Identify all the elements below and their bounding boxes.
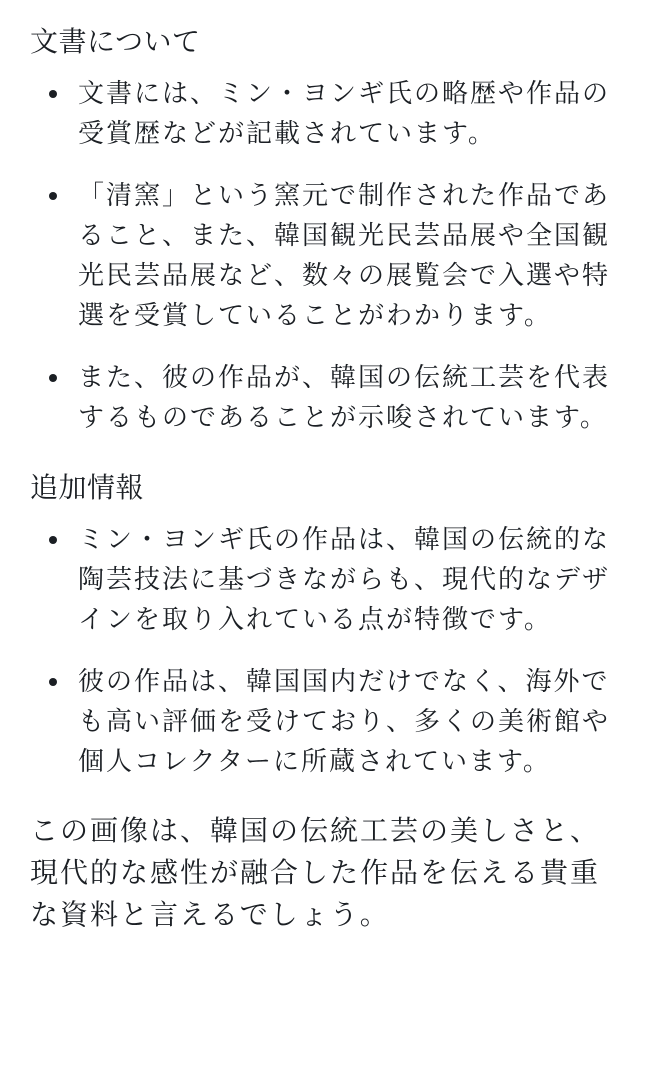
section-heading-additional-info: 追加情報 [30, 471, 145, 504]
list-item [30, 662, 627, 782]
list-item [30, 176, 627, 336]
list-item-text: 「清窯」という窯元で制作された作品であること、また、韓国観光民芸品展や全国観光民芸品展など、数々の展覧会で入選や特選を受賞していることがわかります。 [78, 181, 611, 331]
bullet-dot-icon [49, 536, 57, 544]
list-item-text: 彼の作品は、韓国国内だけでなく、海外でも高い評価を受けており、多くの美術館や個人コレクターに所蔵されています。 [78, 667, 611, 777]
list-item-text: 文書には、ミン・ヨンギ氏の略歴や作品の受賞歴などが記載されています。 [78, 79, 611, 149]
list-item [30, 74, 627, 154]
section-heading-document: 文書について [30, 25, 201, 58]
list-item [30, 358, 627, 438]
document-bullet-list [30, 74, 627, 438]
list-item [30, 520, 627, 640]
bullet-dot-icon [49, 678, 57, 686]
bullet-dot-icon [49, 374, 57, 382]
list-item-text: ミン・ヨンギ氏の作品は、韓国の伝統的な陶芸技法に基づきながらも、現代的なデザインを取り入れている点が特徴です。 [78, 525, 611, 635]
bullet-dot-icon [49, 90, 57, 98]
additional-info-bullet-list [30, 520, 627, 782]
bullet-dot-icon [49, 192, 57, 200]
list-item-text: また、彼の作品が、韓国の伝統工芸を代表するものであることが示唆されています。 [78, 363, 611, 433]
summary-paragraph: この画像は、韓国の伝統工芸の美しさと、現代的な感性が融合した作品を伝える貴重な資料と言えるでしょう。 [30, 814, 601, 931]
